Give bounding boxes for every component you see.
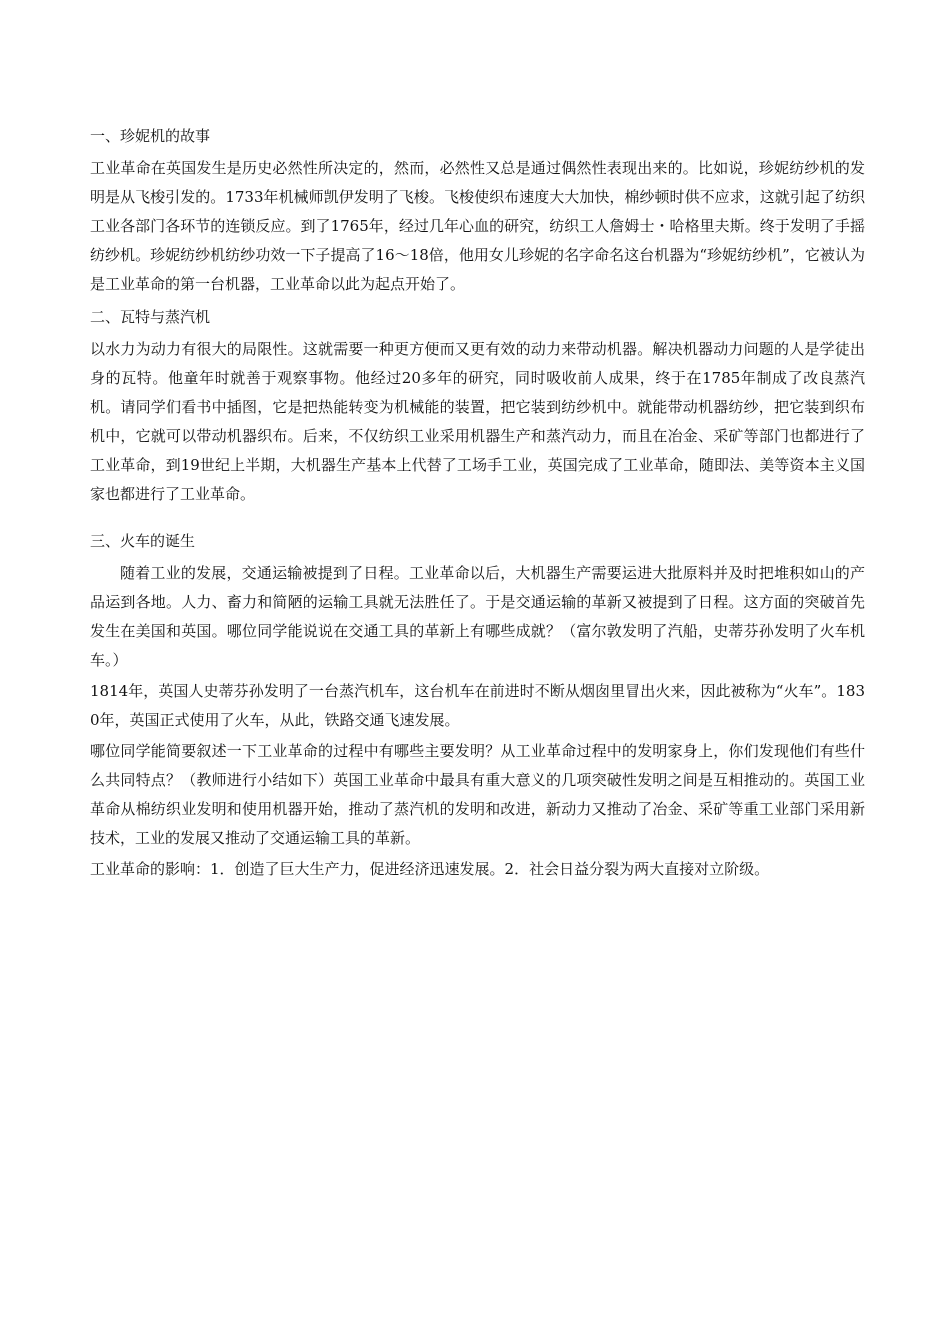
paragraph-train-2: 1814年，英国人史蒂芬孙发明了一台蒸汽机车，这台机车在前进时不断从烟囱里冒出火来，因此被称为“火车”。1830年，英国正式使用了火车，从此，铁路交通飞速发展。 <box>90 682 865 729</box>
paragraph-watt: 以水力为动力有很大的局限性。这就需要一种更方便而又更有效的动力来带动机器。解决机器动力问题的人是学徒出身的瓦特。他童年时就善于观察事物。他经过20多年的研究，同时吸收前人成果，终于在1785年制成了改良蒸汽机。请同学们看书中插图，它是把热能转变为机械能的装置，把它装到纺纱机中。就能带动机器纺纱，把它装到织布机中，它就可以带动机器织布。后来，不仅纺织工业采用机器生产和蒸汽动力，而且在冶金、采矿等部门也都进行了工业革命，到19世纪上半期，大机器生产基本上代替了工场手工业，英国完成了工业革命，随即法、美等资本主义国家也都进行了工业革命。 <box>90 340 865 503</box>
paragraph-train-3: 哪位同学能简要叙述一下工业革命的过程中有哪些主要发明？从工业革命过程中的发明家身上，你们发现他们有些什么共同特点？（教师进行小结如下）英国工业革命中最具有重大意义的几项突破性发明之间是互相推动的。英国工业革命从棉纺织业发明和使用机器开始，推动了蒸汽机的发明和改进，新动力又推动了冶金、采矿等重工业部门采用新技术，工业的发展又推动了交通运输工具的革新。 <box>90 742 865 847</box>
document-page <box>90 124 865 886</box>
section-heading-watt: 二、瓦特与蒸汽机 <box>90 308 211 326</box>
paragraph-impact: 工业革命的影响：1．创造了巨大生产力，促进经济迅速发展。2．社会日益分裂为两大直接对立阶级。 <box>90 860 770 878</box>
paragraph-jenny: 工业革命在英国发生是历史必然性所决定的，然而，必然性又总是通过偶然性表现出来的。比如说，珍妮纺纱机的发明是从飞梭引发的。1733年机械师凯伊发明了飞梭。飞梭使织布速度大大加快，棉纱顿时供不应求，这就引起了纺织工业各部门各环节的连锁反应。到了1765年，经过几年心血的研究，纺织工人詹姆士・哈格里夫斯。终于发明了手摇纺纱机。珍妮纺纱机纺纱功效一下子提高了16～18倍，他用女儿珍妮的名字命名这台机器为“珍妮纺纱机”，它被认为是工业革命的第一台机器，工业革命以此为起点开始了。 <box>90 159 865 293</box>
section-heading-jenny: 一、珍妮机的故事 <box>90 127 211 145</box>
paragraph-train-1: 随着工业的发展，交通运输被提到了日程。工业革命以后，大机器生产需要运进大批原料并及时把堆积如山的产品运到各地。人力、畜力和简陋的运输工具就无法胜任了。于是交通运输的革新又被提到了日程。这方面的突破首先发生在美国和英国。哪位同学能说说在交通工具的革新上有哪些成就？（富尔敦发明了汽船，史蒂芬孙发明了火车机车。） <box>90 564 865 669</box>
section-heading-train: 三、火车的诞生 <box>90 532 196 550</box>
